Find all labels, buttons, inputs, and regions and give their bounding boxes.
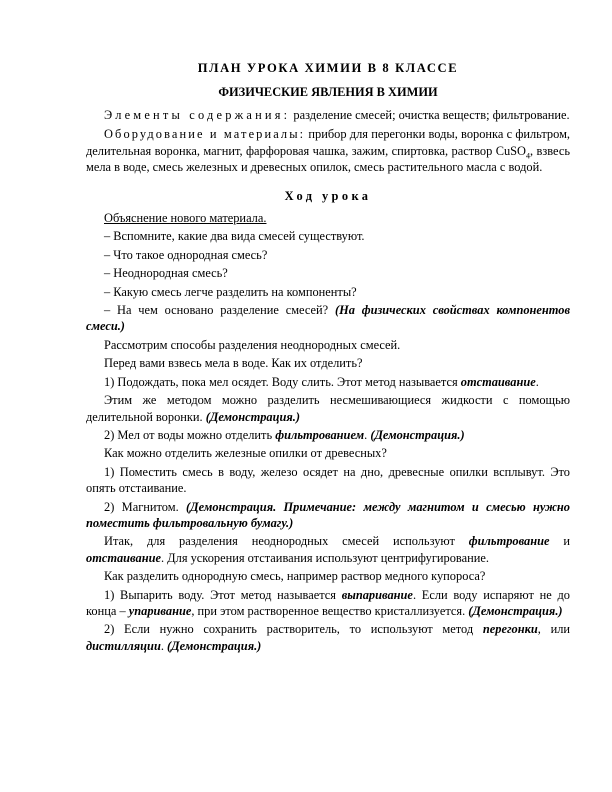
text-line: 1) Поместить смесь в воду, железо осядет на дно, древесные опилки всплывут. Это опять отстаивание.: [86, 464, 570, 496]
text-line: [86, 533, 570, 566]
page-subtitle: ФИЗИЧЕСКИЕ ЯВЛЕНИЯ В ХИМИИ: [218, 85, 438, 99]
text-line: Как разделить однородную смесь, например раствор медного купороса?: [104, 569, 486, 584]
demo-note: (Демонстрация.): [167, 638, 262, 653]
page-title: ПЛАН УРОКА ХИМИИ В 8 КЛАССЕ: [197, 61, 459, 75]
demo-note: (Демонстрация. Примечание: между магнитом и смесью нужно поместить фильтровальную бумагу.): [86, 499, 570, 530]
text-part: Итак, для разделения неоднородных смесей используют: [104, 534, 469, 549]
text-part: .: [160, 638, 168, 653]
content-elements-label: Элементы содержания:: [104, 108, 291, 122]
text-line: [86, 499, 570, 532]
text-part: 1) Выпарить воду. Этот метод называется: [104, 587, 342, 602]
equipment-label: Оборудование и материалы:: [104, 127, 306, 142]
demo-note: (Демонстрация.): [370, 427, 465, 442]
question-line: – Вспомните, какие два вида смесей существуют.: [104, 229, 365, 244]
text-part: и: [549, 534, 571, 549]
demo-note: (Демонстрация.): [468, 603, 563, 618]
text-line: Рассмотрим способы разделения неоднородных смесей.: [104, 337, 401, 352]
term-highlight: отстаивание: [86, 550, 161, 565]
term-highlight: перегонки: [482, 622, 538, 637]
question-line: [86, 302, 570, 335]
text-line: [86, 427, 570, 443]
equipment-text-rest: , взвесь мела в воде, смесь железных и древесных опилок, смесь растительного масла с водой.: [86, 143, 570, 175]
text-part: 2) Если нужно сохранить растворитель, то используют метод: [104, 622, 483, 637]
text-part: 2) Мел от воды можно отделить: [104, 427, 276, 442]
text-part: . Для ускорения отстаивания используют центрифугирование.: [160, 550, 489, 565]
text-line: [86, 587, 570, 620]
text-line: [86, 621, 570, 654]
question-line: – Неоднородная смесь?: [104, 266, 228, 281]
term-highlight: дистилляции: [86, 638, 161, 653]
text-line: Перед вами взвесь мела в воде. Как их отделить?: [104, 356, 363, 371]
equipment-text: прибор для перегонки воды, воронка с фильтром, делительная воронка, магнит, фарфоровая чашка, зажим, спиртовка, раствор CuSO: [86, 127, 571, 158]
question-line: – Что такое однородная смесь?: [104, 247, 268, 262]
text-part: , при этом растворенное вещество кристаллизуется.: [191, 603, 469, 618]
content-elements-text: разделение смесей; очистка веществ; фильтрование.: [293, 108, 570, 122]
formula-subscript: 4: [526, 151, 531, 161]
lesson-plan-body: [86, 60, 570, 654]
term-highlight: фильтрованием: [275, 427, 365, 442]
text-line: [86, 392, 570, 425]
text-part: .: [364, 427, 371, 442]
equipment-paragraph: [86, 126, 570, 175]
content-elements-paragraph: [86, 107, 570, 123]
question-line: – Какую смесь легче разделить на компоненты?: [104, 284, 357, 299]
text-part: . Если воду испаряют не до конца –: [86, 587, 570, 618]
text-part: .: [535, 374, 539, 389]
text-part: 1) Подождать, пока мел осядет. Воду слить. Этот метод называется: [104, 374, 461, 389]
term-highlight: отстаивание: [460, 374, 536, 389]
answer-note: (На физических свойствах компонентов смеси.): [86, 303, 571, 334]
new-material-heading: Объяснение нового материала.: [104, 211, 267, 226]
text-line: [86, 374, 570, 390]
term-highlight: выпаривание: [341, 587, 413, 602]
question-text: – На чем основано разделение смесей?: [104, 303, 335, 318]
text-line: Как можно отделить железные опилки от древесных?: [104, 446, 387, 461]
text-line: [86, 210, 570, 226]
text-part: , или: [537, 622, 571, 637]
text-part: 2) Магнитом.: [104, 499, 187, 514]
term-highlight: фильтрование: [468, 534, 550, 549]
term-highlight: упаривание: [128, 603, 192, 618]
text-part: Этим же методом можно разделить несмешивающиеся жидкости с помощью делительной воронки.: [86, 393, 570, 424]
section-title: Ход урока: [284, 188, 372, 203]
demo-note: (Демонстрация.): [205, 409, 301, 424]
